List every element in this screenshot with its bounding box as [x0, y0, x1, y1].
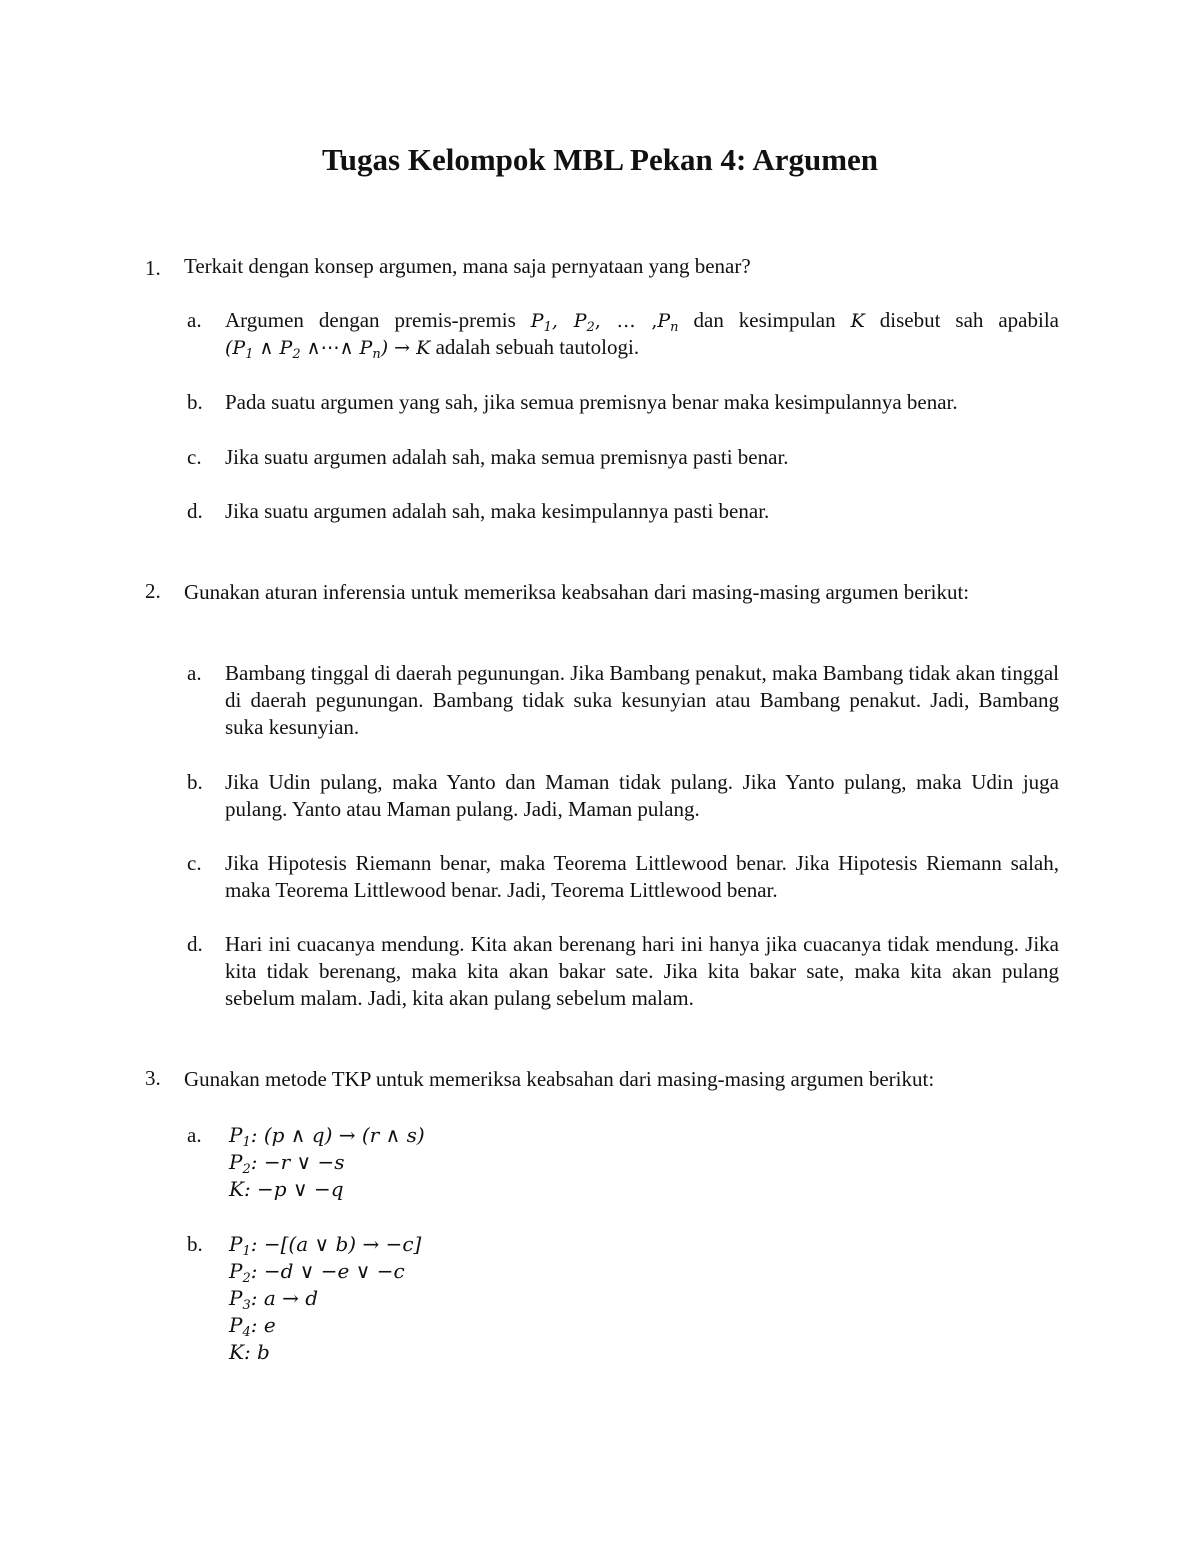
page-title: Tugas Kelompok MBL Pekan 4: Argumen [321, 142, 879, 177]
q3a-premise-2: $P_2$: −r ∨ −s [229, 1150, 345, 1177]
q3a-conclusion: K: −p ∨ −q [229, 1177, 344, 1201]
q2-option-c-letter: c. [187, 851, 202, 875]
q1a-text-4: adalah sebuah tautologi. [435, 335, 640, 359]
q1a-text-2: dan kesimpulan [693, 308, 836, 332]
q3b-premise-1: $P_1$: −[(a ∨ b) → −c] [229, 1232, 422, 1259]
q1-option-d-text: Jika suatu argumen adalah sah, maka kesimpulannya pasti benar. [225, 499, 770, 523]
q2-option-d-letter: d. [187, 932, 203, 956]
q2-option-b-letter: b. [187, 770, 203, 794]
q3b-premise-3: $P_3$: a → d [229, 1286, 319, 1313]
q1a-text-1: Argumen dengan premis-premis [225, 308, 516, 332]
q1a-text-3: disebut sah apabila [879, 308, 1059, 332]
q1-option-b-letter: b. [187, 390, 203, 414]
q3a-premise-1: $P_1$: (p ∧ q) → (r ∧ s) [229, 1123, 425, 1150]
question-2-number: 2. [145, 579, 161, 603]
q3b-premise-4: $P_4$: e [229, 1313, 276, 1340]
q1-option-a-letter: a. [187, 308, 202, 332]
q1-option-a-line2 [225, 334, 1059, 368]
q1-option-c-text: Jika suatu argumen adalah sah, maka semua premisnya pasti benar. [225, 445, 789, 469]
q1-option-b-text: Pada suatu argumen yang sah, jika semua premisnya benar maka kesimpulannya benar. [225, 390, 958, 414]
q3b-conclusion: K: b [229, 1340, 270, 1364]
q2-option-d-text: Hari ini cuacanya mendung. Kita akan berenang hari ini hanya jika cuacanya tidak mendung. Jika kita tidak berenang, maka kita akan bakar sate. Jika kita bakar sate, maka kita akan pulang sebelum malam. Jadi, kita akan pulang sebelum malam. [225, 932, 1059, 1010]
question-3-number: 3. [145, 1066, 161, 1090]
question-1-number: 1. [145, 256, 161, 280]
question-2-text: Gunakan aturan inferensia untuk memeriksa keabsahan dari masing-masing argumen berikut: [184, 580, 970, 604]
q2-option-a-text: Bambang tinggal di daerah pegunungan. Jika Bambang penakut, maka Bambang tidak akan tinggal di daerah pegunungan. Bambang tidak suka kesunyian atau Bambang penakut. Jadi, Bambang suka kesunyian. [225, 661, 1059, 739]
q1a-formula: ($P_1$ ∧ $P_2$ ∧⋯∧ $P_n) \to K$ [225, 337, 431, 362]
q2-option-b-text: Jika Udin pulang, maka Yanto dan Maman tidak pulang. Jika Yanto pulang, maka Udin juga pulang. Yanto atau Maman pulang. Jadi, Maman pulang. [225, 770, 1059, 821]
q1a-k: K [850, 310, 865, 332]
q1-option-d-letter: d. [187, 499, 203, 523]
question-1-text: Terkait dengan konsep argumen, mana saja pernyataan yang benar? [184, 254, 751, 278]
q3b-premise-2: $P_2$: −d ∨ −e ∨ −c [229, 1259, 405, 1286]
question-3-text: Gunakan metode TKP untuk memeriksa keabsahan dari masing-masing argumen berikut: [184, 1067, 935, 1091]
q2-option-a-letter: a. [187, 661, 202, 685]
q1a-premises: $P_1$, $P_2$, … $,P_n$ [530, 310, 679, 335]
q1-option-c-letter: c. [187, 445, 202, 469]
q3-option-a-letter: a. [187, 1123, 202, 1147]
q3-option-b-letter: b. [187, 1232, 203, 1256]
q2-option-c-text: Jika Hipotesis Riemann benar, maka Teorema Littlewood benar. Jika Hipotesis Riemann salah, maka Teorema Littlewood benar. Jadi, Teorema Littlewood benar. [225, 851, 1059, 902]
